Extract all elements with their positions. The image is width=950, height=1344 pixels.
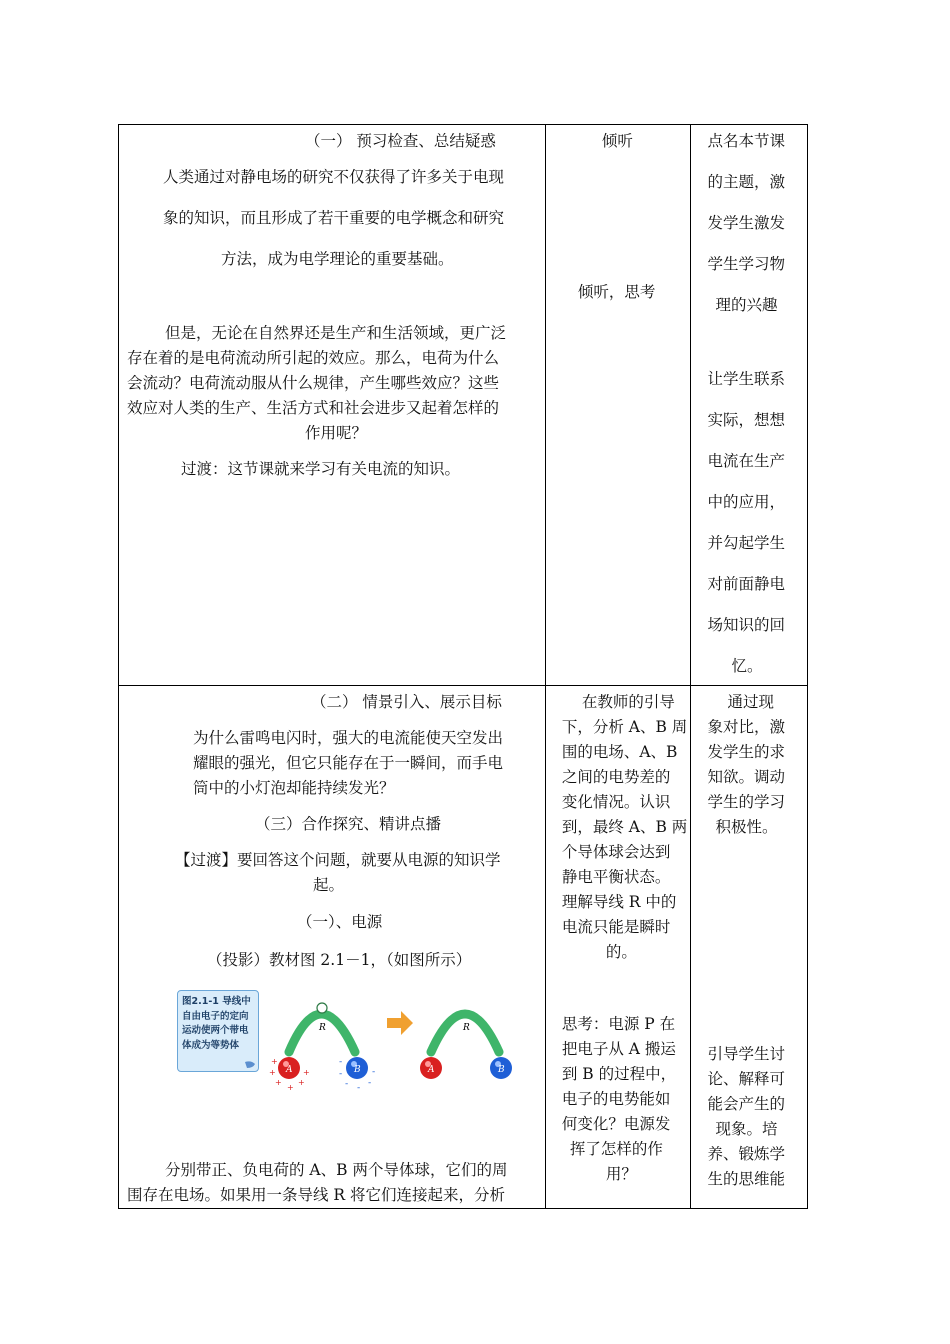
student-activity-cell xyxy=(545,686,691,1209)
transition-text: 起。 xyxy=(313,876,345,894)
conductor-spheres-diagram xyxy=(171,982,531,1092)
paragraph-line: 象的知识，而且形成了若干重要的电学概念和研究 xyxy=(163,209,505,227)
wire-label: R xyxy=(463,1023,470,1033)
intent-line: 点名本节课 xyxy=(707,132,785,150)
subheading: （一）、电源 xyxy=(297,913,383,931)
intent-line: 理的兴趣 xyxy=(715,296,778,314)
intent-line: 通过现 xyxy=(727,693,774,711)
caption-line: 图2.1-1 导线中 xyxy=(182,996,251,1007)
intent-line: 象对比，激 xyxy=(707,718,785,736)
table-row xyxy=(119,125,808,686)
caption-line: 体成为等势体 xyxy=(182,1039,240,1051)
design-intent-cell xyxy=(691,686,808,1209)
student-activity-line: 的。 xyxy=(605,943,637,961)
intent-line: 学生的学习 xyxy=(707,793,785,811)
intent-line: 场知识的回 xyxy=(707,616,785,634)
intent-line: 积极性。 xyxy=(715,818,778,836)
intent-line: 发学生的求 xyxy=(707,743,785,761)
student-activity-text: 倾听，思考 xyxy=(577,283,656,301)
svg-text:+: + xyxy=(298,1078,305,1087)
section-heading: （一） 预习检查、总结疑惑 xyxy=(305,132,496,150)
transition-text: 【过渡】要回答这个问题，就要从电源的知识学 xyxy=(175,851,501,869)
intent-line: 的主题，激 xyxy=(707,173,785,191)
intent-line: 知欲。调动 xyxy=(707,768,785,786)
student-activity-line: 电子的电势能如 xyxy=(561,1090,671,1108)
lesson-plan-table xyxy=(118,124,808,1209)
student-activity-line: 变化情况。认识 xyxy=(561,793,671,811)
intent-line: 对前面静电 xyxy=(707,575,785,593)
wire-label: R xyxy=(319,1023,326,1033)
question-line: 筒中的小灯泡却能持续发光？ xyxy=(193,779,395,797)
student-activity-line: 之间的电势差的 xyxy=(561,768,671,786)
paragraph-line: 作用呢？ xyxy=(305,424,368,442)
intent-line: 并勾起学生 xyxy=(707,534,785,552)
svg-text:+: + xyxy=(275,1078,282,1087)
intent-line: 发学生激发 xyxy=(707,214,785,232)
section-heading: （二） 情景引入、展示目标 xyxy=(311,693,502,711)
svg-text:+: + xyxy=(303,1068,310,1077)
sphere-b-label: B xyxy=(354,1065,361,1075)
intent-line: 学生学习物 xyxy=(707,255,785,273)
question-line: 为什么雷鸣电闪时，强大的电流能使天空发出 xyxy=(193,729,504,747)
wire-arc xyxy=(289,1014,355,1052)
svg-text:+: + xyxy=(269,1068,276,1077)
pointer-icon xyxy=(245,1061,255,1068)
svg-text:-: - xyxy=(372,1067,376,1077)
student-activity-line: 思考：电源 P 在 xyxy=(561,1015,676,1033)
student-activity-line: 到，最终 A、B 两 xyxy=(561,818,688,836)
intent-line: 引导学生讨 xyxy=(707,1045,785,1063)
student-activity-line: 何变化？电源发 xyxy=(561,1115,671,1133)
teacher-activity-cell xyxy=(119,125,546,686)
intent-line: 让学生联系 xyxy=(707,370,785,388)
student-activity-line: 理解导线 R 中的 xyxy=(561,893,677,911)
intent-line: 论、解释可 xyxy=(707,1070,785,1088)
projection-note: （投影）教材图 2.1－1，（如图所示） xyxy=(207,951,472,969)
caption-line: 自由电子的定向 xyxy=(182,1010,249,1022)
question-line: 耀眼的强光，但它只能存在于一瞬间，而手电 xyxy=(193,754,504,772)
intent-line: 养、锻炼学 xyxy=(707,1145,785,1163)
arrow-right-icon xyxy=(387,1011,413,1035)
paragraph-line: 围存在电场。如果用一条导线 R 将它们连接起来，分析 xyxy=(127,1186,506,1204)
student-activity-line: 到 B 的过程中， xyxy=(561,1065,677,1083)
svg-text:-: - xyxy=(345,1079,349,1089)
student-activity-line: 在教师的引导 xyxy=(581,693,675,711)
paragraph-line: 会流动？电荷流动服从什么规律，产生哪些效应？这些 xyxy=(127,374,500,392)
intent-line: 能会产生的 xyxy=(707,1095,785,1113)
intent-line: 中的应用， xyxy=(707,493,785,511)
paragraph-line: 效应对人类的生产、生活方式和社会进步又起着怎样的 xyxy=(127,399,500,417)
paragraph-line: 但是，无论在自然界还是生产和生活领域，更广泛 xyxy=(165,324,507,342)
student-activity-line: 个导体球会达到 xyxy=(561,843,671,861)
wire-arc xyxy=(431,1014,499,1052)
student-activity-line: 挥了怎样的作 xyxy=(569,1140,663,1158)
intent-line: 电流在生产 xyxy=(707,452,785,470)
electron-icon xyxy=(317,1003,327,1013)
svg-text:-: - xyxy=(368,1078,372,1088)
design-intent-cell xyxy=(691,125,808,686)
table-row xyxy=(119,686,808,1209)
section-heading: （三）合作探究、精讲点播 xyxy=(255,815,442,833)
student-activity-line: 下，分析 A、B 周 xyxy=(561,718,688,736)
intent-line: 生的思维能 xyxy=(707,1170,785,1188)
student-activity-line: 用？ xyxy=(605,1165,637,1183)
student-activity-text: 倾听 xyxy=(601,132,633,150)
paragraph-line: 方法，成为电学理论的重要基础。 xyxy=(221,250,454,268)
svg-text:-: - xyxy=(339,1057,343,1067)
teacher-activity-cell xyxy=(119,686,546,1209)
intent-line: 忆。 xyxy=(731,657,763,675)
paragraph-line: 分别带正、负电荷的 A、B 两个导体球，它们的周 xyxy=(165,1161,508,1179)
intent-line: 实际，想想 xyxy=(707,411,785,429)
intent-line: 现象。培 xyxy=(715,1120,778,1138)
student-activity-line: 把电子从 A 搬运 xyxy=(561,1040,676,1058)
svg-text:-: - xyxy=(357,1083,361,1092)
svg-text:-: - xyxy=(339,1069,343,1079)
svg-text:+: + xyxy=(287,1083,294,1092)
textbook-figure xyxy=(171,982,531,1092)
svg-text:+: + xyxy=(271,1057,278,1066)
paragraph-line: 人类通过对静电场的研究不仅获得了许多关于电现 xyxy=(163,168,505,186)
sphere-a-label: A xyxy=(428,1065,435,1075)
sphere-b-label: B xyxy=(498,1065,505,1075)
sphere-a-label: A xyxy=(286,1065,293,1075)
caption-line: 运动使两个带电 xyxy=(182,1025,249,1036)
paragraph-line: 存在着的是电荷流动所引起的效应。那么，电荷为什么 xyxy=(127,349,500,367)
transition-text: 过渡：这节课就来学习有关电流的知识。 xyxy=(181,460,461,478)
student-activity-line: 电流只能是瞬时 xyxy=(561,918,671,936)
student-activity-line: 围的电场、A、B xyxy=(561,743,678,761)
student-activity-line: 静电平衡状态。 xyxy=(561,868,671,886)
student-activity-cell xyxy=(545,125,691,686)
